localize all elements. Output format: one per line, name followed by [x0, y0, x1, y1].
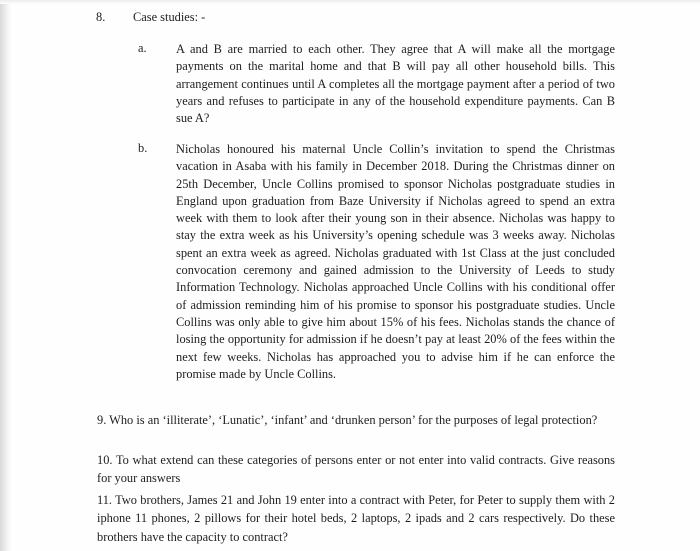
case-b-text: Nicholas honoured his maternal Uncle Collin’s invitation to spend the Christmas vacation in Asaba with his family in December 2018. During the Christmas dinner on 25th December, Uncle Collins promised to sponsor Nicholas postgraduate studies in England upon graduation from Baze University if Nicholas agreed to spend an extra week with them to look after their young son in their absence. Nicholas was happy to stay the extra week as his University’s opening schedule was 3 weeks away. Nicholas spent an extra week as agreed. Nicholas graduated with 1st Class at the just concluded convocation ceremony and gained admission to the University of Leeds to study Information Technology. Nicholas approached Uncle Collins with his conditional offer of admission reminding him of his promise to sponsor his postgraduate studies. Uncle Collins was only able to give him about 15% of his fees. Nicholas stands the chance of losing the opportunity for admission if he doesn’t pay at least 20% of the fees within the next few weeks. Nicholas has approached you to advise him if he can enforce the promise made by Uncle Collins.	[176, 142, 615, 381]
case-a-text: A and B are married to each other. They agree that A will make all the mortgage payments on the marital home and that B will pay all other household bills. This arrangement continues until A completes all the mortgage payment after a period of two years and refuses to participate in any of the household expenditure payments. Can B sue A?	[176, 42, 615, 126]
page-shadow-left	[0, 0, 12, 551]
page-shadow-top	[0, 0, 700, 4]
question-11: 11. Two brothers, James 21 and John 19 enter into a contract with Peter, for Peter to supply them with 2 iphone 11 phones, 2 pillows for their hotel beds, 2 laptops, 2 ipads and 2 cars respectively. Do these brothers have the capacity to contract?	[97, 493, 615, 544]
case-b-label: b.	[138, 141, 148, 155]
case-a-label: a.	[138, 41, 147, 55]
section-title: Case studies: -	[133, 10, 206, 24]
question-9: 9. Who is an ‘illiterate’, ‘Lunatic’, ‘infant’ and ‘drunken person’ for the purposes of legal protection?	[97, 413, 598, 427]
question-10: 10. To what extend can these categories of persons enter or not enter into valid contracts. Give reasons for your answers	[97, 453, 615, 486]
section-number: 8.	[96, 10, 106, 24]
